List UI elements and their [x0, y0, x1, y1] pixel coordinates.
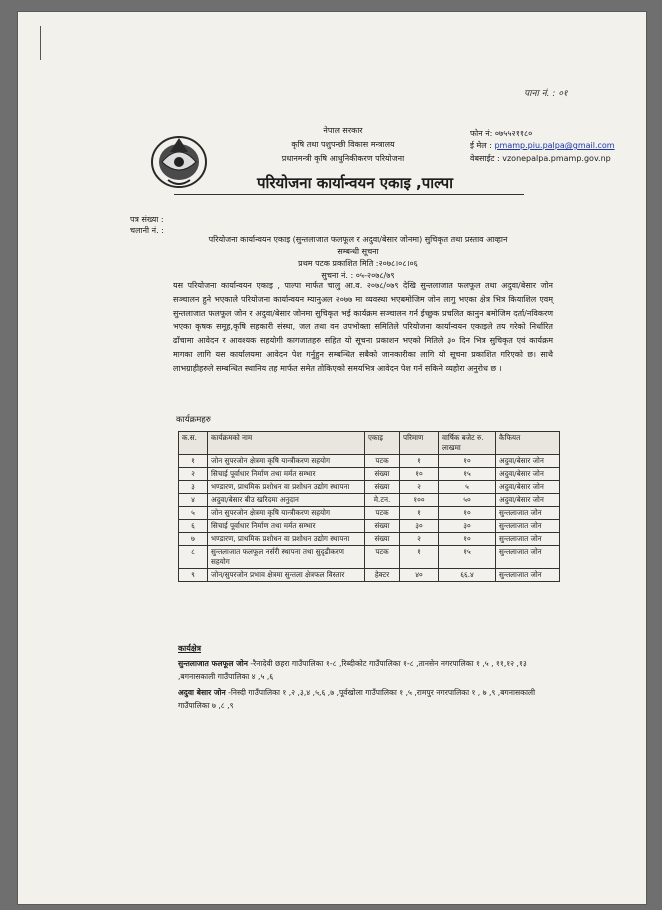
notice-subject-2: सम्बन्धी सूचना — [337, 247, 379, 256]
cell-sn: ५ — [179, 507, 208, 520]
table-row — [179, 507, 560, 520]
col-program: कार्यक्रमको नाम — [208, 432, 365, 455]
cell-program: सुन्तलाजात फलफूल नर्सरी स्थापना तथा सुदृढीकरण सहयोग — [208, 546, 365, 569]
cell-unit: पटक — [365, 507, 400, 520]
document-page — [18, 12, 646, 904]
notice-number: सुचना नं. : ०५-२०७८/७९ — [321, 271, 395, 280]
notice-body: यस परियोजना कार्यान्वयन एकाइ , पाल्पा मार्फत चालु आ.व. २०७८/०७९ देखि सुन्तलाजात फलफूल तथा अदुवा/बेसार जोन सञ्चालन हुने भएकाले परियोजना कार्यान्वयन म्यानुअल २०७७ मा व्यवस्था भएबमोजिम जोन लागु भएका क्षेत्र भित्र कियाशिल एवम् सुन्तलाजात फलफूल जोन र अदुवा/बेसार जोनमा सुचिकृत भई कार्यक्रम सञ्चालन गर्न ईच्छुक प्रचलित कानुन बमोजिम दर्ता/नविकरण भएका कृषक समूह,कृषि सहकारी संस्था, जल तथा वन उपभोक्ता समितिले परियोजना कार्यान्वयन एकाइले तय गरेको निर्धारित ढाँचामा आवेदन र आवश्यक सहयोगी कागजातहरु सहित यो सूचना प्रकाशन भएको मितिले ३० दिन भित्र सुचिकृत एवं कार्यक्रम मागका लागि यस कार्यालयमा आवेदन पेश गर्नुहुन सम्बन्धित सबैको जानकारीका लागि यो सूचना प्रकाशित गरिएको छ। साथै लाभग्राहीहरुले सम्बन्धित स्थानिय तह मार्फत समेत तोकिएको समयभित्र आवेदन पेश गर्न सकिने व्यहोरा अनुरोध छ । — [173, 281, 553, 373]
cell-quantity: ३० — [400, 520, 439, 533]
page-number-note: पाना नं. : ०१ — [524, 89, 568, 99]
notice-subject: परियोजना कार्यान्वयन एकाइ (सुन्तलाजात फलफूल र अदुवा/बेसार जोनमा) सुचिकृत तथा प्रस्ताव आव्हान — [208, 235, 508, 244]
table-row — [179, 533, 560, 546]
ginger-zone-label: अदुवा बेसार जोन — [178, 688, 226, 697]
citrus-zone-label: सुन्तलाजात फलफूल जोन — [178, 659, 248, 668]
cell-unit: संख्या — [365, 533, 400, 546]
header-line-govt: नेपाल सरकार — [323, 126, 363, 135]
cell-remarks: अदुवा/बेसार जोन — [496, 481, 560, 494]
website-line: वेबसाईट : vzonepalpa.pmamp.gov.np — [470, 154, 611, 163]
programs-heading: कार्यक्रमहरु — [176, 415, 211, 425]
cell-program: जोन/सुपरजोन प्रभाव क्षेत्रमा सुन्तला क्षेत्रफल विस्तार — [208, 569, 365, 582]
cell-budget: १० — [439, 507, 496, 520]
cell-sn: २ — [179, 468, 208, 481]
cell-quantity: १ — [400, 507, 439, 520]
cell-remarks: सुन्तलाजात जोन — [496, 520, 560, 533]
cell-budget: १० — [439, 455, 496, 468]
cell-unit: हेक्टर — [365, 569, 400, 582]
cell-unit: मे.टन. — [365, 494, 400, 507]
cell-unit: पटक — [365, 455, 400, 468]
cell-sn: ९ — [179, 569, 208, 582]
phone-number: फोन नं: ०७५५२११८० — [470, 129, 533, 138]
cell-program: अदुवा/बेसार बीउ खरिदमा अनुदान — [208, 494, 365, 507]
cell-budget: ५० — [439, 494, 496, 507]
programs-table — [178, 431, 560, 582]
cell-remarks: अदुवा/बेसार जोन — [496, 455, 560, 468]
col-sn: क.स. — [179, 432, 208, 455]
page-crease — [40, 26, 41, 60]
letter-number-label: पत्र संख्या : — [130, 215, 164, 224]
area-ginger-zone — [178, 686, 558, 712]
cell-sn: ७ — [179, 533, 208, 546]
cell-program: सिचाई पूर्वाधार निर्माण तथा मर्मत सम्भार — [208, 468, 365, 481]
dispatch-number-label: चलानी नं. : — [130, 226, 164, 235]
cell-program: भण्डारण, प्राथमिक प्रशोधन वा प्रशोधन उद्योग स्थापना — [208, 481, 365, 494]
cell-unit: पटक — [365, 546, 400, 569]
area-heading: कार्यक्षेत्र — [178, 644, 202, 653]
ginger-zone-text: -निस्दी गाउँपालिका १ ,२ ,३,४ ,५,६ ,७ ,पूर्वखोला गाउँपालिका १ ,५ ,रामपुर नगरपालिका १ , ७ ,९ ,बगनासकाली गाउँपालिका ७ ,८ ,९ — [178, 688, 536, 710]
notice-date: प्रथम पटक प्रकाशित मिति :२०७८।०८।०६ — [298, 259, 418, 268]
cell-remarks: सुन्तलाजात जोन — [496, 546, 560, 569]
cell-budget: ६६.४ — [439, 569, 496, 582]
cell-remarks: अदुवा/बेसार जोन — [496, 494, 560, 507]
cell-program: जोन सुपरजोन क्षेत्रमा कृषि यान्त्रीकरण सहयोग — [208, 507, 365, 520]
cell-budget: १५ — [439, 468, 496, 481]
table-row — [179, 468, 560, 481]
cell-remarks: सुन्तलाजात जोन — [496, 507, 560, 520]
cell-remarks: अदुवा/बेसार जोन — [496, 468, 560, 481]
email-link[interactable]: pmamp.piu.palpa@gmail.com — [494, 141, 615, 150]
header-line-project: प्रधानमन्त्री कृषि आधुनिकीकरण परियोजना — [281, 154, 405, 163]
email-line — [470, 140, 615, 151]
col-remarks: कैफियत — [496, 432, 560, 455]
cell-quantity: ४० — [400, 569, 439, 582]
cell-budget: १५ — [439, 546, 496, 569]
cell-unit: संख्या — [365, 520, 400, 533]
nepal-emblem-icon — [148, 132, 210, 190]
cell-sn: ४ — [179, 494, 208, 507]
citrus-zone-text: -रैनादेवी छहरा गाउँपालिका १-८ ,रिब्दीकोट गाउँपालिका १-८ ,तानसेन नगरपालिका १ ,५ , ११,१२ ,१३ ,बगनासकाली गाउँपालिका ४ ,५ ,६ — [178, 659, 527, 681]
cell-sn: ८ — [179, 546, 208, 569]
table-row — [179, 494, 560, 507]
cell-remarks: सुन्तलाजात जोन — [496, 569, 560, 582]
cell-unit: संख्या — [365, 481, 400, 494]
cell-budget: १० — [439, 533, 496, 546]
cell-program: सिचाई पूर्वाधार निर्माण तथा मर्मत सम्भार — [208, 520, 365, 533]
notice-subject-block — [178, 234, 538, 282]
cell-budget: ३० — [439, 520, 496, 533]
cell-quantity: २ — [400, 481, 439, 494]
header-divider — [174, 194, 524, 195]
cell-quantity: १० — [400, 468, 439, 481]
cell-sn: १ — [179, 455, 208, 468]
cell-quantity: २ — [400, 533, 439, 546]
table-row — [179, 455, 560, 468]
cell-sn: ६ — [179, 520, 208, 533]
col-unit: एकाइ — [365, 432, 400, 455]
table-header-row — [179, 432, 560, 455]
cell-remarks: सुन्तलाजात जोन — [496, 533, 560, 546]
area-citrus-zone — [178, 657, 558, 683]
office-title: परियोजना कार्यान्वयन एकाइ ,पाल्पा — [257, 174, 453, 192]
table-row — [179, 569, 560, 582]
col-quantity: परिमाण — [400, 432, 439, 455]
col-budget: वार्षिक बजेट रु. लाखमा — [439, 432, 496, 455]
email-label: ई मेल : — [470, 141, 495, 150]
cell-unit: संख्या — [365, 468, 400, 481]
cell-sn: ३ — [179, 481, 208, 494]
table-row — [179, 481, 560, 494]
cell-program: भण्डारण, प्राथमिक प्रशोधन वा प्रशोधन उद्योग स्थापना — [208, 533, 365, 546]
table-row — [179, 520, 560, 533]
cell-program: जोन सुपरजोन क्षेत्रमा कृषि यान्त्रीकरण सहयोग — [208, 455, 365, 468]
cell-quantity: १०० — [400, 494, 439, 507]
header-line-ministry: कृषि तथा पशुपन्छी विकास मन्त्रालय — [291, 140, 395, 149]
cell-quantity: १ — [400, 546, 439, 569]
table-row — [179, 546, 560, 569]
cell-budget: ५ — [439, 481, 496, 494]
cell-quantity: १ — [400, 455, 439, 468]
